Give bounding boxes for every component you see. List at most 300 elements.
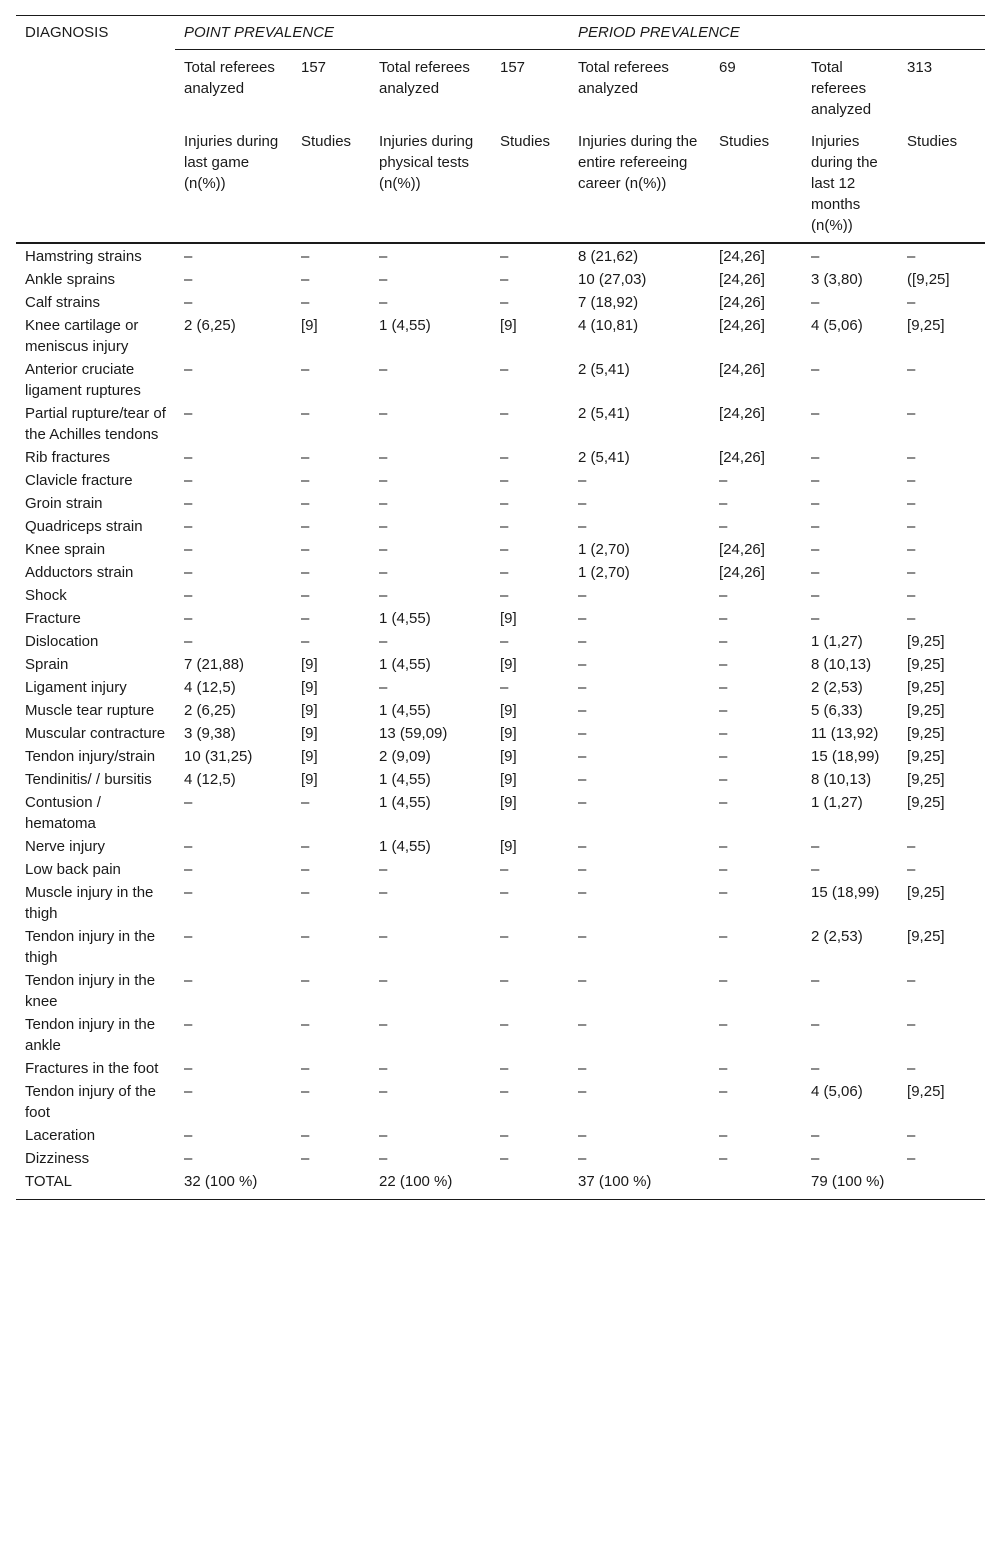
- table-row: [16, 1148, 985, 1171]
- value-cell: [9]: [500, 771, 517, 788]
- value-cell: –: [907, 861, 916, 878]
- value-cell: –: [301, 405, 310, 422]
- value-cell: –: [500, 928, 509, 945]
- value-cell: –: [500, 495, 509, 512]
- table-row: [16, 631, 985, 654]
- value-cell: –: [811, 1060, 820, 1077]
- value-cell: –: [379, 248, 388, 265]
- value-cell: –: [500, 587, 509, 604]
- value-cell: 4 (12,5): [184, 771, 236, 788]
- value-cell: –: [811, 1150, 820, 1167]
- value-cell: –: [578, 1016, 587, 1033]
- column-header: Injuries during the entire refereeing career (n(%)): [569, 126, 710, 243]
- value-cell: 2 (2,53): [811, 679, 863, 696]
- value-cell: –: [184, 248, 193, 265]
- header-spacer: [16, 50, 175, 127]
- value-cell: –: [719, 725, 728, 742]
- diagnosis-cell: Fracture: [25, 610, 81, 627]
- total-value: 157: [500, 59, 526, 76]
- value-cell: –: [811, 610, 820, 627]
- total-value: 69: [719, 59, 736, 76]
- value-cell: 2 (2,53): [811, 928, 863, 945]
- value-cell: –: [500, 449, 509, 466]
- value-cell: [9]: [500, 610, 517, 627]
- value-cell: –: [719, 1060, 728, 1077]
- value-cell: [9]: [500, 656, 517, 673]
- table-row: [16, 493, 985, 516]
- table-row: [16, 746, 985, 769]
- table-row: [16, 315, 985, 359]
- value-cell: –: [811, 472, 820, 489]
- value-cell: –: [811, 838, 820, 855]
- value-cell: 13 (59,09): [379, 725, 448, 742]
- value-cell: –: [578, 495, 587, 512]
- value-cell: –: [379, 972, 388, 989]
- value-cell: –: [719, 748, 728, 765]
- value-cell: –: [184, 972, 193, 989]
- value-cell: –: [184, 271, 193, 288]
- value-cell: –: [578, 656, 587, 673]
- value-cell: –: [301, 518, 310, 535]
- value-cell: –: [500, 1060, 509, 1077]
- value-cell: –: [578, 1083, 587, 1100]
- value-cell: [9]: [500, 838, 517, 855]
- value-cell: –: [301, 495, 310, 512]
- value-cell: 1 (4,55): [379, 794, 431, 811]
- value-cell: –: [379, 587, 388, 604]
- value-cell: –: [184, 495, 193, 512]
- value-cell: –: [184, 541, 193, 558]
- diagnosis-cell: Calf strains: [25, 294, 101, 311]
- table-row: [16, 1125, 985, 1148]
- value-cell: 2 (5,41): [578, 405, 630, 422]
- diagnosis-cell: Knee sprain: [25, 541, 106, 558]
- diagnosis-cell: Tendon injury in the thigh: [25, 928, 156, 966]
- value-cell: [24,26]: [719, 449, 765, 466]
- value-cell: –: [578, 861, 587, 878]
- value-cell: [9,25]: [907, 702, 945, 719]
- value-cell: [710, 1171, 802, 1200]
- value-cell: [9,25]: [907, 1083, 945, 1100]
- value-cell: –: [500, 679, 509, 696]
- value-cell: [24,26]: [719, 248, 765, 265]
- header-row-groups: [16, 16, 985, 50]
- value-cell: –: [907, 541, 916, 558]
- value-cell: –: [907, 1150, 916, 1167]
- value-cell: –: [719, 472, 728, 489]
- value-cell: 1 (1,27): [811, 794, 863, 811]
- value-cell: –: [578, 838, 587, 855]
- diagnosis-cell: Muscle injury in the thigh: [25, 884, 154, 922]
- diagnosis-cell: Tendinitis/ / bursitis: [25, 771, 152, 788]
- value-cell: –: [301, 1150, 310, 1167]
- total-label: Total referees analyzed: [811, 59, 872, 118]
- value-cell: –: [379, 361, 388, 378]
- value-cell: –: [379, 633, 388, 650]
- value-cell: –: [907, 405, 916, 422]
- value-cell: –: [184, 1016, 193, 1033]
- value-cell: –: [379, 564, 388, 581]
- value-cell: –: [379, 449, 388, 466]
- value-cell: 1 (4,55): [379, 610, 431, 627]
- value-cell: [9]: [301, 656, 318, 673]
- value-cell: [491, 1171, 569, 1200]
- value-cell: –: [500, 518, 509, 535]
- value-cell: –: [907, 495, 916, 512]
- table-row: [16, 585, 985, 608]
- value-cell: [9,25]: [907, 725, 945, 742]
- total-label: Total referees analyzed: [379, 59, 470, 97]
- value-cell: 2 (9,09): [379, 748, 431, 765]
- value-cell: [9]: [500, 748, 517, 765]
- value-cell: [9,25]: [907, 656, 945, 673]
- value-cell: 1 (4,55): [379, 656, 431, 673]
- table-row: [16, 769, 985, 792]
- table-row: [16, 882, 985, 926]
- diagnosis-cell: Anterior cruciate ligament ruptures: [25, 361, 141, 399]
- value-cell: –: [184, 1060, 193, 1077]
- total-label: Total referees analyzed: [184, 59, 275, 97]
- value-cell: –: [184, 610, 193, 627]
- value-cell: –: [301, 1127, 310, 1144]
- value-cell: –: [301, 271, 310, 288]
- value-cell: –: [578, 972, 587, 989]
- value-cell: 1 (4,55): [379, 838, 431, 855]
- value-cell: –: [301, 472, 310, 489]
- value-cell: [9,25]: [907, 771, 945, 788]
- injury-prevalence-table: [16, 15, 985, 1200]
- value-cell: –: [907, 587, 916, 604]
- value-cell: –: [811, 361, 820, 378]
- value-cell: –: [500, 294, 509, 311]
- diagnosis-cell: Ankle sprains: [25, 271, 116, 288]
- value-cell: 8 (10,13): [811, 771, 872, 788]
- value-cell: –: [719, 702, 728, 719]
- value-cell: –: [301, 1060, 310, 1077]
- diagnosis-cell: Laceration: [25, 1127, 96, 1144]
- table-row: [16, 1171, 985, 1200]
- value-cell: –: [500, 541, 509, 558]
- value-cell: –: [719, 1016, 728, 1033]
- table-row: [16, 608, 985, 631]
- value-cell: –: [811, 518, 820, 535]
- value-cell: –: [301, 1016, 310, 1033]
- header-spacer: [16, 126, 175, 243]
- column-header: Injuries during last game (n(%)): [175, 126, 292, 243]
- diagnosis-cell: Partial rupture/tear of the Achilles tendons: [25, 405, 166, 443]
- diagnosis-cell: Nerve injury: [25, 838, 106, 855]
- value-cell: –: [301, 1083, 310, 1100]
- value-cell: –: [184, 794, 193, 811]
- value-cell: –: [719, 518, 728, 535]
- diagnosis-cell: Tendon injury of the foot: [25, 1083, 156, 1121]
- value-cell: [898, 1171, 985, 1200]
- value-cell: [9,25]: [907, 748, 945, 765]
- table-row: [16, 836, 985, 859]
- table-row: [16, 1014, 985, 1058]
- value-cell: 2 (6,25): [184, 702, 236, 719]
- column-header: Studies: [292, 126, 370, 243]
- value-cell: –: [379, 679, 388, 696]
- value-cell: –: [719, 1127, 728, 1144]
- value-cell: –: [719, 633, 728, 650]
- value-cell: –: [379, 1083, 388, 1100]
- table-row: [16, 243, 985, 269]
- table-row: [16, 403, 985, 447]
- diagnosis-cell: Fractures in the foot: [25, 1060, 159, 1077]
- column-header: Injuries during the last 12 months (n(%)): [802, 126, 898, 243]
- value-cell: –: [379, 405, 388, 422]
- value-cell: –: [500, 1016, 509, 1033]
- value-cell: –: [500, 1127, 509, 1144]
- value-cell: –: [578, 884, 587, 901]
- value-cell: –: [719, 972, 728, 989]
- value-cell: –: [301, 449, 310, 466]
- value-cell: [24,26]: [719, 405, 765, 422]
- value-cell: –: [379, 541, 388, 558]
- table-row: [16, 292, 985, 315]
- column-header: Studies: [710, 126, 802, 243]
- period-prevalence-header: PERIOD PREVALENCE: [569, 16, 985, 50]
- value-cell: 37 (100 %): [569, 1171, 710, 1200]
- value-cell: –: [301, 587, 310, 604]
- value-cell: 8 (21,62): [578, 248, 639, 265]
- value-cell: –: [811, 541, 820, 558]
- value-cell: –: [719, 861, 728, 878]
- diagnosis-cell: Hamstring strains: [25, 248, 142, 265]
- value-cell: 7 (21,88): [184, 656, 245, 673]
- value-cell: –: [907, 1060, 916, 1077]
- value-cell: –: [379, 1060, 388, 1077]
- value-cell: 10 (27,03): [578, 271, 647, 288]
- value-cell: –: [500, 361, 509, 378]
- value-cell: –: [907, 518, 916, 535]
- value-cell: –: [184, 405, 193, 422]
- point-prevalence-header: POINT PREVALENCE: [175, 16, 569, 50]
- value-cell: –: [907, 472, 916, 489]
- value-cell: [9]: [301, 748, 318, 765]
- table-row: [16, 700, 985, 723]
- value-cell: –: [500, 1083, 509, 1100]
- value-cell: –: [578, 587, 587, 604]
- diagnosis-cell: Shock: [25, 587, 67, 604]
- value-cell: –: [379, 518, 388, 535]
- table-row: [16, 926, 985, 970]
- diagnosis-cell: Ligament injury: [25, 679, 127, 696]
- value-cell: –: [719, 679, 728, 696]
- value-cell: 32 (100 %): [175, 1171, 292, 1200]
- value-cell: –: [578, 679, 587, 696]
- value-cell: –: [719, 838, 728, 855]
- value-cell: –: [500, 405, 509, 422]
- value-cell: –: [578, 633, 587, 650]
- value-cell: 7 (18,92): [578, 294, 639, 311]
- value-cell: [9,25]: [907, 884, 945, 901]
- value-cell: [9]: [500, 794, 517, 811]
- value-cell: [9,25]: [907, 794, 945, 811]
- table-row: [16, 1081, 985, 1125]
- value-cell: –: [301, 838, 310, 855]
- value-cell: –: [184, 449, 193, 466]
- value-cell: [24,26]: [719, 361, 765, 378]
- value-cell: –: [184, 1150, 193, 1167]
- value-cell: –: [907, 564, 916, 581]
- value-cell: [9]: [500, 317, 517, 334]
- header-row-columns: [16, 126, 985, 243]
- value-cell: [24,26]: [719, 271, 765, 288]
- diagnosis-cell: Tendon injury in the ankle: [25, 1016, 156, 1054]
- value-cell: –: [379, 294, 388, 311]
- value-cell: –: [379, 1016, 388, 1033]
- value-cell: –: [578, 610, 587, 627]
- table-row: [16, 654, 985, 677]
- value-cell: 2 (5,41): [578, 449, 630, 466]
- table-body: [16, 243, 985, 1200]
- value-cell: [9,25]: [907, 679, 945, 696]
- value-cell: –: [578, 1060, 587, 1077]
- value-cell: –: [301, 361, 310, 378]
- value-cell: –: [500, 248, 509, 265]
- value-cell: –: [301, 794, 310, 811]
- value-cell: –: [719, 794, 728, 811]
- value-cell: ([9,25]: [907, 271, 950, 288]
- value-cell: 1 (2,70): [578, 564, 630, 581]
- value-cell: –: [578, 472, 587, 489]
- value-cell: –: [379, 884, 388, 901]
- value-cell: –: [184, 1127, 193, 1144]
- diagnosis-cell: Muscular contracture: [25, 725, 166, 742]
- column-header: Injuries during physical tests (n(%)): [370, 126, 491, 243]
- value-cell: –: [500, 564, 509, 581]
- value-cell: –: [811, 449, 820, 466]
- table-row: [16, 470, 985, 493]
- value-cell: –: [500, 271, 509, 288]
- value-cell: 1 (4,55): [379, 702, 431, 719]
- total-value: 313: [907, 59, 933, 76]
- value-cell: 1 (4,55): [379, 771, 431, 788]
- value-cell: 10 (31,25): [184, 748, 253, 765]
- value-cell: [9,25]: [907, 633, 945, 650]
- value-cell: –: [719, 771, 728, 788]
- value-cell: –: [500, 633, 509, 650]
- header-row-totals: [16, 50, 985, 127]
- value-cell: 15 (18,99): [811, 748, 880, 765]
- value-cell: –: [719, 1083, 728, 1100]
- value-cell: –: [184, 861, 193, 878]
- value-cell: –: [184, 587, 193, 604]
- value-cell: [24,26]: [719, 541, 765, 558]
- value-cell: 1 (1,27): [811, 633, 863, 650]
- value-cell: –: [301, 541, 310, 558]
- diagnosis-header: DIAGNOSIS: [16, 16, 175, 50]
- value-cell: 4 (5,06): [811, 1083, 863, 1100]
- value-cell: –: [301, 972, 310, 989]
- table-row: [16, 723, 985, 746]
- value-cell: 3 (9,38): [184, 725, 236, 742]
- diagnosis-cell: Clavicle fracture: [25, 472, 133, 489]
- value-cell: –: [811, 248, 820, 265]
- diagnosis-cell: Muscle tear rupture: [25, 702, 155, 719]
- value-cell: –: [301, 294, 310, 311]
- value-cell: –: [379, 495, 388, 512]
- value-cell: –: [578, 725, 587, 742]
- value-cell: –: [184, 884, 193, 901]
- value-cell: –: [184, 838, 193, 855]
- value-cell: –: [811, 972, 820, 989]
- value-cell: –: [379, 1127, 388, 1144]
- value-cell: –: [379, 271, 388, 288]
- value-cell: [9,25]: [907, 928, 945, 945]
- value-cell: –: [578, 702, 587, 719]
- value-cell: –: [500, 861, 509, 878]
- total-value: 157: [301, 59, 327, 76]
- value-cell: –: [811, 587, 820, 604]
- diagnosis-cell: Groin strain: [25, 495, 103, 512]
- total-label: Total referees analyzed: [578, 59, 669, 97]
- table-row: [16, 447, 985, 470]
- value-cell: –: [811, 564, 820, 581]
- value-cell: –: [907, 449, 916, 466]
- value-cell: –: [301, 633, 310, 650]
- value-cell: [9]: [301, 702, 318, 719]
- value-cell: [24,26]: [719, 317, 765, 334]
- value-cell: [9]: [301, 679, 318, 696]
- value-cell: –: [301, 610, 310, 627]
- value-cell: –: [578, 794, 587, 811]
- value-cell: –: [184, 928, 193, 945]
- value-cell: 79 (100 %): [802, 1171, 898, 1200]
- value-cell: [24,26]: [719, 564, 765, 581]
- value-cell: [24,26]: [719, 294, 765, 311]
- value-cell: –: [811, 1016, 820, 1033]
- value-cell: 4 (10,81): [578, 317, 639, 334]
- value-cell: –: [907, 294, 916, 311]
- value-cell: –: [719, 1150, 728, 1167]
- value-cell: –: [719, 884, 728, 901]
- diagnosis-cell: Tendon injury in the knee: [25, 972, 156, 1010]
- value-cell: –: [500, 972, 509, 989]
- value-cell: 11 (13,92): [811, 725, 879, 742]
- value-cell: 8 (10,13): [811, 656, 872, 673]
- value-cell: –: [578, 771, 587, 788]
- value-cell: 2 (6,25): [184, 317, 236, 334]
- value-cell: –: [379, 1150, 388, 1167]
- value-cell: –: [184, 361, 193, 378]
- value-cell: 1 (2,70): [578, 541, 630, 558]
- value-cell: [9]: [301, 317, 318, 334]
- value-cell: –: [907, 248, 916, 265]
- value-cell: –: [301, 928, 310, 945]
- diagnosis-cell: Dizziness: [25, 1150, 90, 1167]
- value-cell: [9]: [301, 725, 318, 742]
- column-header: Studies: [491, 126, 569, 243]
- value-cell: –: [907, 361, 916, 378]
- value-cell: –: [811, 294, 820, 311]
- value-cell: –: [184, 472, 193, 489]
- value-cell: –: [500, 472, 509, 489]
- value-cell: [292, 1171, 370, 1200]
- diagnosis-cell: Knee cartilage or meniscus injury: [25, 317, 139, 355]
- value-cell: –: [301, 248, 310, 265]
- value-cell: –: [184, 633, 193, 650]
- diagnosis-cell: Low back pain: [25, 861, 121, 878]
- value-cell: –: [500, 1150, 509, 1167]
- value-cell: –: [811, 495, 820, 512]
- value-cell: –: [379, 861, 388, 878]
- diagnosis-cell: Rib fractures: [25, 449, 111, 466]
- value-cell: 4 (5,06): [811, 317, 863, 334]
- value-cell: 3 (3,80): [811, 271, 863, 288]
